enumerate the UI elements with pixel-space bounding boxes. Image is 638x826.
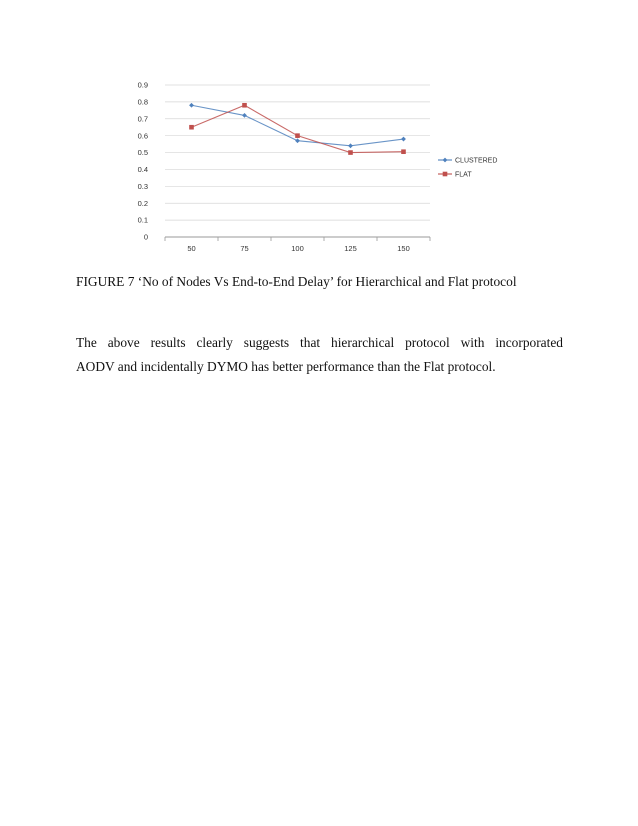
legend-marker [443, 172, 448, 177]
legend-label: CLUSTERED [455, 157, 498, 165]
y-tick-label: 0.8 [137, 97, 148, 107]
paragraph-line: The above results clearly suggests that hierarchical protocol with incorporated [76, 335, 563, 350]
data-point [242, 103, 247, 108]
chart-series [189, 103, 406, 155]
y-tick-label: 0.2 [137, 198, 148, 208]
x-tick-label: 125 [344, 244, 357, 253]
data-point [295, 138, 300, 143]
y-tick-label: 0 [143, 232, 148, 242]
data-point [242, 113, 247, 118]
y-tick-label: 0.3 [137, 181, 148, 191]
series-clustered [189, 103, 406, 148]
x-tick-label: 50 [187, 244, 196, 253]
series-line [192, 105, 404, 152]
data-point [401, 137, 406, 142]
y-tick-label: 0.4 [137, 165, 148, 175]
y-tick-label: 0.1 [137, 215, 148, 225]
data-point [189, 103, 194, 108]
legend-item [438, 172, 472, 179]
legend-label: FLAT [455, 171, 472, 179]
x-tick-label: 75 [240, 244, 249, 253]
data-point [348, 150, 353, 155]
legend-marker [443, 158, 448, 163]
x-tick-label: 100 [291, 244, 304, 253]
chart-legend [438, 158, 497, 179]
y-tick-label: 0.5 [137, 148, 148, 158]
line-chart [120, 70, 520, 270]
body-paragraph [76, 331, 563, 379]
figure-caption: FIGURE 7 ‘No of Nodes Vs End-to-End Delay’ for Hierarchical and Flat protocol [76, 274, 517, 289]
data-point [295, 133, 300, 138]
data-point [189, 125, 194, 130]
data-point [348, 143, 353, 148]
chart-axes [138, 81, 430, 253]
y-tick-label: 0.6 [137, 131, 148, 141]
legend-item [438, 158, 497, 165]
y-tick-label: 0.7 [137, 114, 148, 124]
x-tick-label: 150 [397, 244, 410, 253]
data-point [401, 149, 406, 154]
paragraph-line: AODV and incidentally DYMO has better performance than the Flat protocol. [76, 359, 496, 374]
y-tick-label: 0.9 [137, 80, 148, 90]
